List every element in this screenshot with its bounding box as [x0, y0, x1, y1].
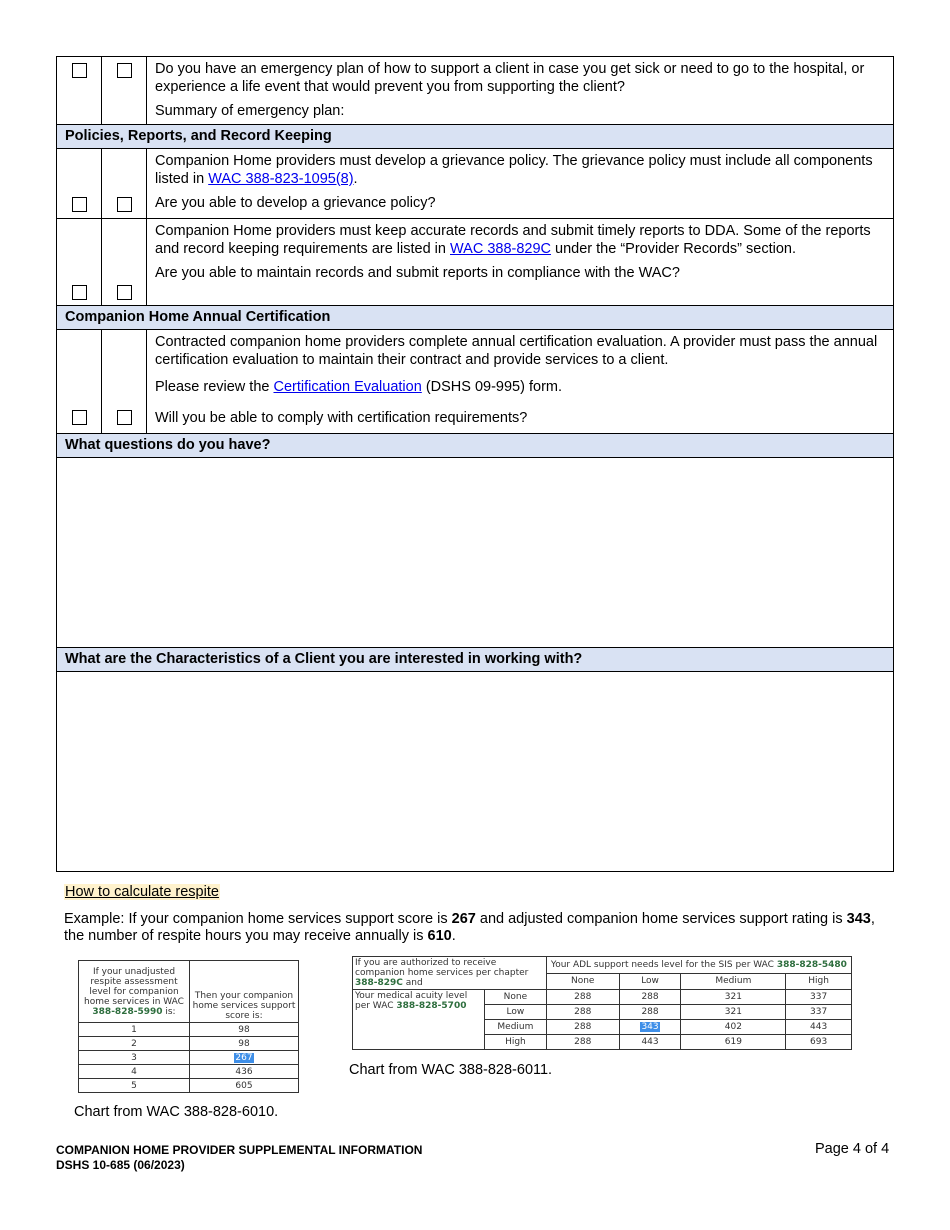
wac-grievance-link[interactable]: WAC 388-823-1095(8)	[208, 171, 354, 187]
section-certification-heading: Companion Home Annual Certification	[57, 306, 894, 330]
questions-answer-area[interactable]	[57, 458, 894, 648]
t2-adl-header: Your ADL support needs level for the SIS per WAC 388-828-5480	[546, 957, 851, 974]
supplemental-form-table	[56, 56, 894, 872]
records-text: Companion Home providers must keep accurate records and submit timely reports to DDA. Some of the reports and record keeping requirements are listed in WAC 388-829C under the “Provider Records” section.	[155, 223, 871, 257]
table-row: 2 98	[79, 1037, 299, 1051]
grievance-text: Companion Home providers must develop a grievance policy. The grievance policy must include all components listed in WAC 388-823-1095(8).	[155, 153, 873, 187]
highlighted-rating: 343	[641, 1022, 659, 1032]
t1-header-left: If your unadjusted respite assessment level for companion home services in WAC 388-828-5990 is:	[79, 961, 190, 1023]
t2-medical-header: Your medical acuity level per WAC 388-828-5700	[353, 990, 485, 1050]
certification-row	[57, 330, 894, 434]
footer-form-id: DSHS 10-685 (06/2023)	[56, 1158, 185, 1172]
respite-heading: How to calculate respite	[65, 884, 219, 900]
yes-cell	[57, 57, 102, 125]
certification-text: Contracted companion home providers complete annual certification evaluation. A provider must pass the annual certification evaluation to maintain their contract and provide services to a client.	[155, 334, 878, 368]
records-yes-checkbox[interactable]	[72, 285, 87, 300]
characteristics-answer-area[interactable]	[57, 672, 894, 872]
table-row: 1 98	[79, 1023, 299, 1037]
support-rating-table: If you are authorized to receive companion home services per chapter 388-829C and Your ADL support needs level for the SIS per WAC 388-828-5480 None Low Medium High Your medical acuity level per WAC 388-828-5700 None 288 288 321 337 Low 288 288 321 337 Medium 288 343 402 443 High 288 443 619 693	[352, 956, 852, 1050]
respite-example: Example: If your companion home services support score is 267 and adjusted companion home services support rating is 343, the number of respite hours you may receive annually is 610.	[64, 911, 875, 944]
records-question: Are you able to maintain records and submit reports in compliance with the WAC?	[155, 265, 680, 281]
page-number: Page 4 of 4	[815, 1141, 890, 1157]
table-row: Medium 288 343 402 443	[353, 1020, 852, 1035]
table-row: 3 267	[79, 1051, 299, 1065]
emergency-summary-label: Summary of emergency plan:	[155, 103, 345, 119]
certification-yes-checkbox[interactable]	[72, 410, 87, 425]
wac-records-link[interactable]: WAC 388-829C	[450, 241, 552, 257]
grievance-row	[57, 149, 894, 219]
section-policies-heading: Policies, Reports, and Record Keeping	[57, 125, 894, 149]
table2-caption: Chart from WAC 388-828-6011.	[349, 1062, 553, 1078]
table-row: Low 288 288 321 337	[353, 1005, 852, 1020]
t1-header-right: Then your companion home services support score is:	[190, 961, 299, 1023]
certification-review: Please review the Certification Evaluation (DSHS 09-995) form.	[155, 379, 563, 395]
no-cell	[102, 57, 147, 125]
example-hours: 610	[427, 928, 452, 944]
emergency-plan-row	[57, 57, 894, 125]
table-row: High 288 443 619 693	[353, 1035, 852, 1050]
table-row: 5 605	[79, 1079, 299, 1093]
footer-title: COMPANION HOME PROVIDER SUPPLEMENTAL INFORMATION	[56, 1143, 423, 1157]
yes-checkbox[interactable]	[72, 63, 87, 78]
footer-left	[56, 1143, 422, 1173]
grievance-question: Are you able to develop a grievance policy?	[155, 195, 436, 211]
support-score-table	[78, 960, 299, 1093]
no-checkbox[interactable]	[117, 63, 132, 78]
certification-evaluation-link[interactable]: Certification Evaluation	[273, 379, 422, 395]
section-questions-heading: What questions do you have?	[57, 434, 894, 458]
grievance-yes-checkbox[interactable]	[72, 197, 87, 212]
records-row	[57, 219, 894, 306]
example-rating: 343	[846, 911, 871, 927]
table1-caption: Chart from WAC 388-828-6010.	[74, 1104, 279, 1120]
certification-no-checkbox[interactable]	[117, 410, 132, 425]
example-score: 267	[451, 911, 476, 927]
section-characteristics-heading: What are the Characteristics of a Client you are interested in working with?	[57, 648, 894, 672]
table-row: 4 436	[79, 1065, 299, 1079]
t2-corner: If you are authorized to receive companion home services per chapter 388-829C and	[353, 957, 547, 990]
grievance-no-checkbox[interactable]	[117, 197, 132, 212]
table-row: Your medical acuity level per WAC 388-828-5700 None 288 288 321 337	[353, 990, 852, 1005]
records-no-checkbox[interactable]	[117, 285, 132, 300]
emergency-question: Do you have an emergency plan of how to support a client in case you get sick or need to go to the hospital, or experience a life event that would prevent you from supporting the client?	[155, 61, 865, 95]
highlighted-score: 267	[235, 1052, 253, 1063]
certification-question: Will you be able to comply with certification requirements?	[155, 410, 528, 426]
emergency-plan-text	[147, 57, 894, 125]
